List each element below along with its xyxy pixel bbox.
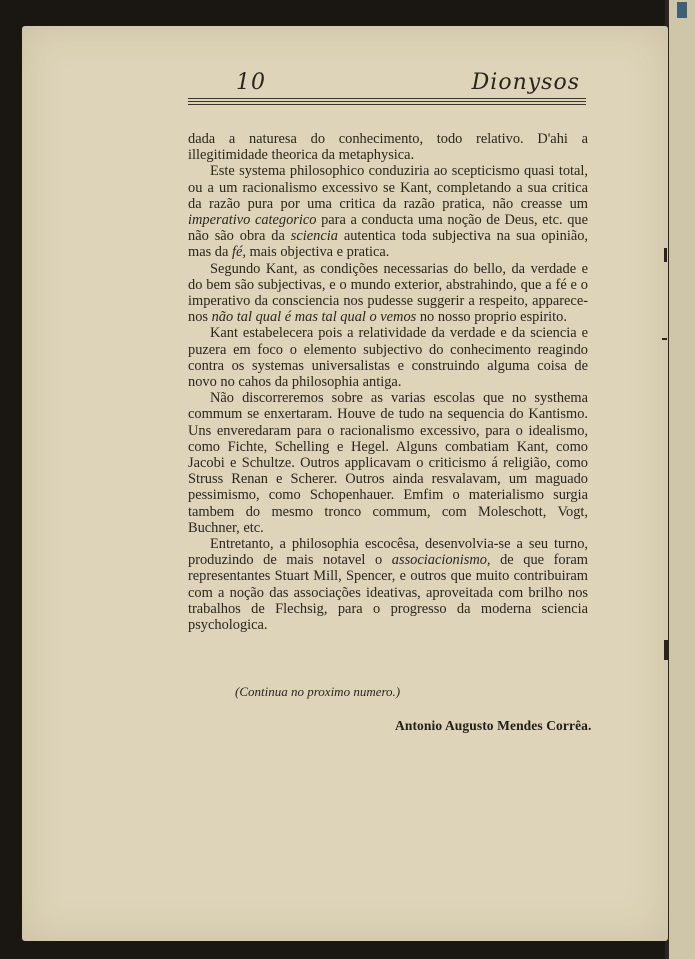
paragraph-text: no nosso proprio espirito.: [416, 309, 567, 326]
margin-mark: [664, 640, 668, 660]
header-rule: [188, 104, 586, 105]
adjacent-page-edge: [665, 0, 695, 959]
paragraph-text: Kant estabelecera pois a relatividade da verdade e da sciencia e puzera em foco o elemento subjectivo do conhecimento reagindo contra os systemas universalistas e construindo alguma coisa de novo no cahos da philosophia antiga.: [188, 325, 588, 391]
paragraph-text: autentica toda subjectiva na sua opinião, mas da: [188, 228, 588, 261]
paragraph-text: Entretanto, a philosophia escocêsa, desenvolvia-se a seu turno, produzindo de mais notavel o: [188, 536, 588, 569]
paragraph-text: mais objectiva e pratica.: [245, 244, 390, 261]
paragraph-text: Segundo Kant, as condições necessarias do bello, da verdade e do bem são subjectivas, e o mundo exterior, abstrahindo, que a fé e o imperativo da consciencia nos pudesse suggerir a respeito, apparece-nos: [188, 260, 588, 326]
paragraph-text: de que foram representantes Stuart Mill, Spencer, e outros que muito contribuiram com a noção das associações ideativas, aproveitada com brilho nos trabalhos de Flechsig, para o progresso da moderna sciencia psychologica.: [188, 552, 588, 634]
running-title: Dionysos: [471, 70, 580, 95]
page-number: 10: [236, 70, 266, 95]
italic-term: sciencia: [290, 228, 338, 245]
paragraph: [188, 261, 588, 326]
author-signature: Antonio Augusto Mendes Corrêa.: [395, 718, 592, 733]
paragraph: [188, 390, 588, 536]
paragraph: [188, 131, 588, 163]
paragraph-text: Este systema philosophico conduziria ao scepticismo quasi total, ou a um racionalismo excessivo se Kant, completando a sua critica da razão pura por uma critica da razão pratica, não creasse um: [188, 163, 588, 212]
margin-mark: [662, 338, 667, 340]
paragraph: [188, 163, 588, 260]
paragraph-text: dada a naturesa do conhecimento, todo relativo. D'ahi a illegitimidade theorica da metaphysica.: [188, 131, 588, 164]
italic-term: imperativo categorico: [188, 212, 317, 229]
margin-mark: [664, 248, 667, 262]
paragraph-text: para a conducta uma noção de Deus, etc. que não são obra da: [188, 212, 588, 245]
italic-term: não tal qual é mas tal qual o vemos: [211, 309, 417, 326]
paragraph-text: Não discorreremos sobre as varias escolas que no systhema commum se enxertaram. Houve de tudo na sequencia do Kantismo. Uns enveredaram para o racionalismo excessivo, para o idealismo, como Fichte, Schelling e Hegel. Alguns combatiam Kant, como Jacobi e Schultze. Outros applicavam o criticismo á religião, como Struss Renan e Scherer. Outros ainda resvalavam, um maguado pessimismo, como Schopenhauer. Emfim o materialismo surgia tambem do mesmo tronco commum, com Moleschott, Vogt, Buchner, etc.: [188, 390, 588, 536]
paragraph: [188, 536, 588, 633]
continuation-note: (Continua no proximo numero.): [235, 684, 401, 699]
italic-term: fé,: [231, 244, 246, 261]
header-rule: [188, 98, 586, 99]
header-rule: [188, 101, 586, 102]
italic-term: associacionismo,: [391, 552, 491, 569]
paragraph: [188, 325, 588, 390]
article-body: [188, 131, 588, 633]
blue-tab-marker: [677, 2, 687, 18]
